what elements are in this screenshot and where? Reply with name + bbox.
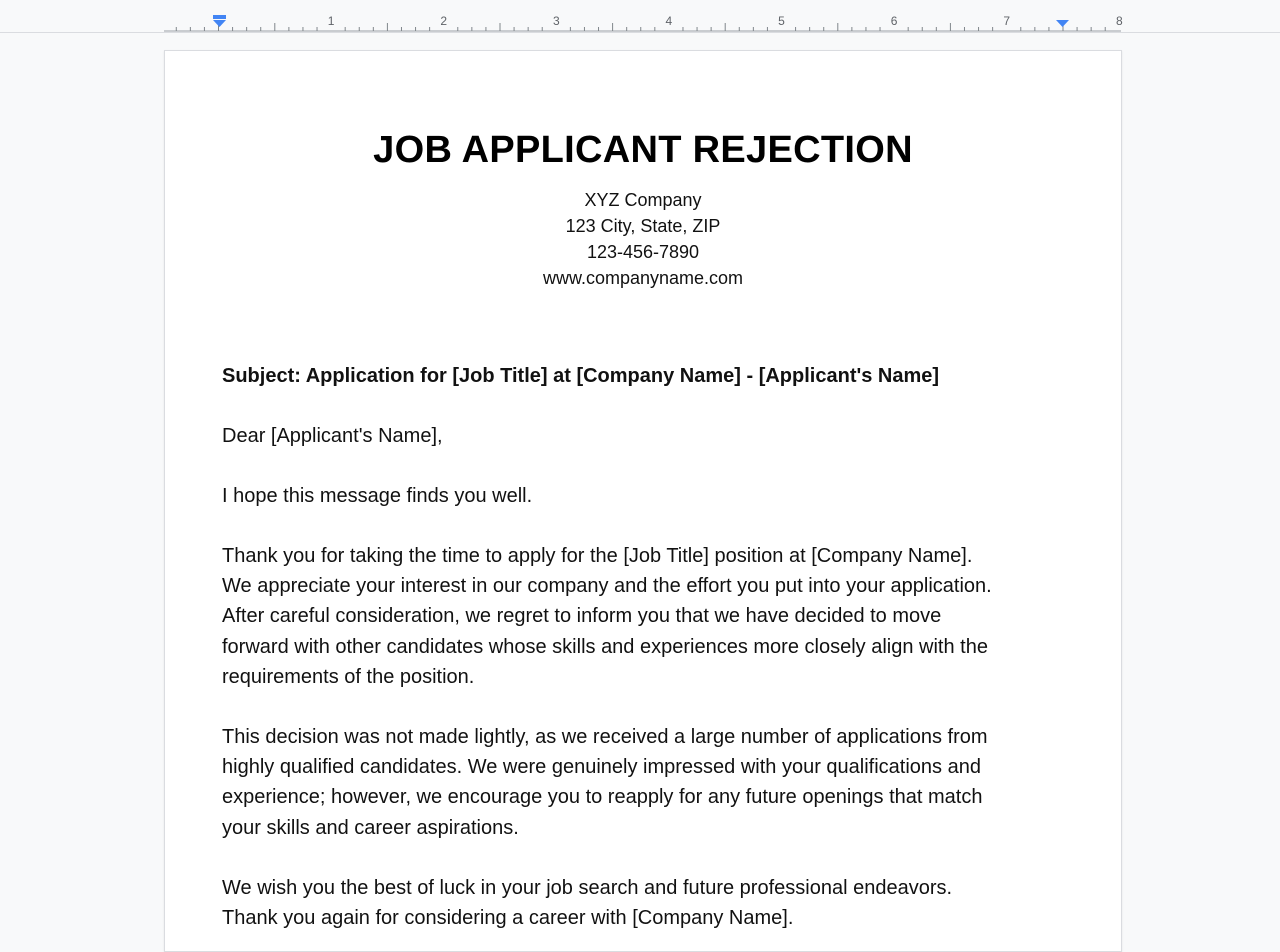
- ruler-label: 6: [890, 14, 898, 28]
- ruler-ticks: [0, 0, 1280, 32]
- right-indent-marker[interactable]: [1056, 20, 1069, 27]
- text-line: forward with other candidates whose skills and experiences more closely align with the: [222, 635, 988, 658]
- company-phone: 123-456-7890: [586, 242, 700, 262]
- text-line: requirements of the position.: [222, 665, 475, 688]
- text-line: We appreciate your interest in our company and the effort you put into your application.: [222, 575, 992, 598]
- company-address: 123 City, State, ZIP: [565, 216, 721, 236]
- ruler-label: 1: [327, 14, 335, 28]
- paragraph-1: [222, 541, 1082, 692]
- ruler-label: 3: [552, 14, 560, 28]
- paragraph-3: [222, 873, 1082, 933]
- ruler-label: 7: [1003, 14, 1011, 28]
- left-indent-marker[interactable]: [213, 20, 226, 27]
- salutation: Dear [Applicant's Name],: [222, 425, 443, 447]
- company-website: www.companyname.com: [542, 268, 744, 288]
- text-line: experience; however, we encourage you to reapply for any future openings that match: [222, 786, 983, 809]
- horizontal-ruler[interactable]: [0, 0, 1280, 33]
- document-title: JOB APPLICANT REJECTION: [373, 129, 913, 171]
- company-name: XYZ Company: [584, 190, 702, 210]
- text-line: After careful consideration, we regret to inform you that we have decided to move: [222, 605, 942, 628]
- text-line: Thank you for taking the time to apply for the [Job Title] position at [Company Name].: [222, 545, 973, 567]
- ruler-label: 2: [440, 14, 448, 28]
- text-line: We wish you the best of luck in your job search and future professional endeavors.: [222, 877, 953, 899]
- ruler-label: 5: [778, 14, 785, 28]
- document-page[interactable]: [164, 50, 1122, 952]
- opening-line: I hope this message finds you well.: [222, 485, 533, 507]
- first-line-indent-marker[interactable]: [213, 15, 226, 19]
- text-line: Thank you again for considering a career with [Company Name].: [222, 907, 794, 930]
- subject-line: Subject: Application for [Job Title] at [Company Name] - [Applicant's Name]: [222, 365, 940, 387]
- text-line: This decision was not made lightly, as we received a large number of applications from: [222, 726, 988, 748]
- ruler-label: 4: [665, 14, 673, 28]
- ruler-label: 8: [1115, 14, 1123, 28]
- text-line: highly qualified candidates. We were genuinely impressed with your qualifications and: [222, 756, 981, 779]
- text-line: your skills and career aspirations.: [222, 816, 519, 839]
- paragraph-2: [222, 722, 1082, 843]
